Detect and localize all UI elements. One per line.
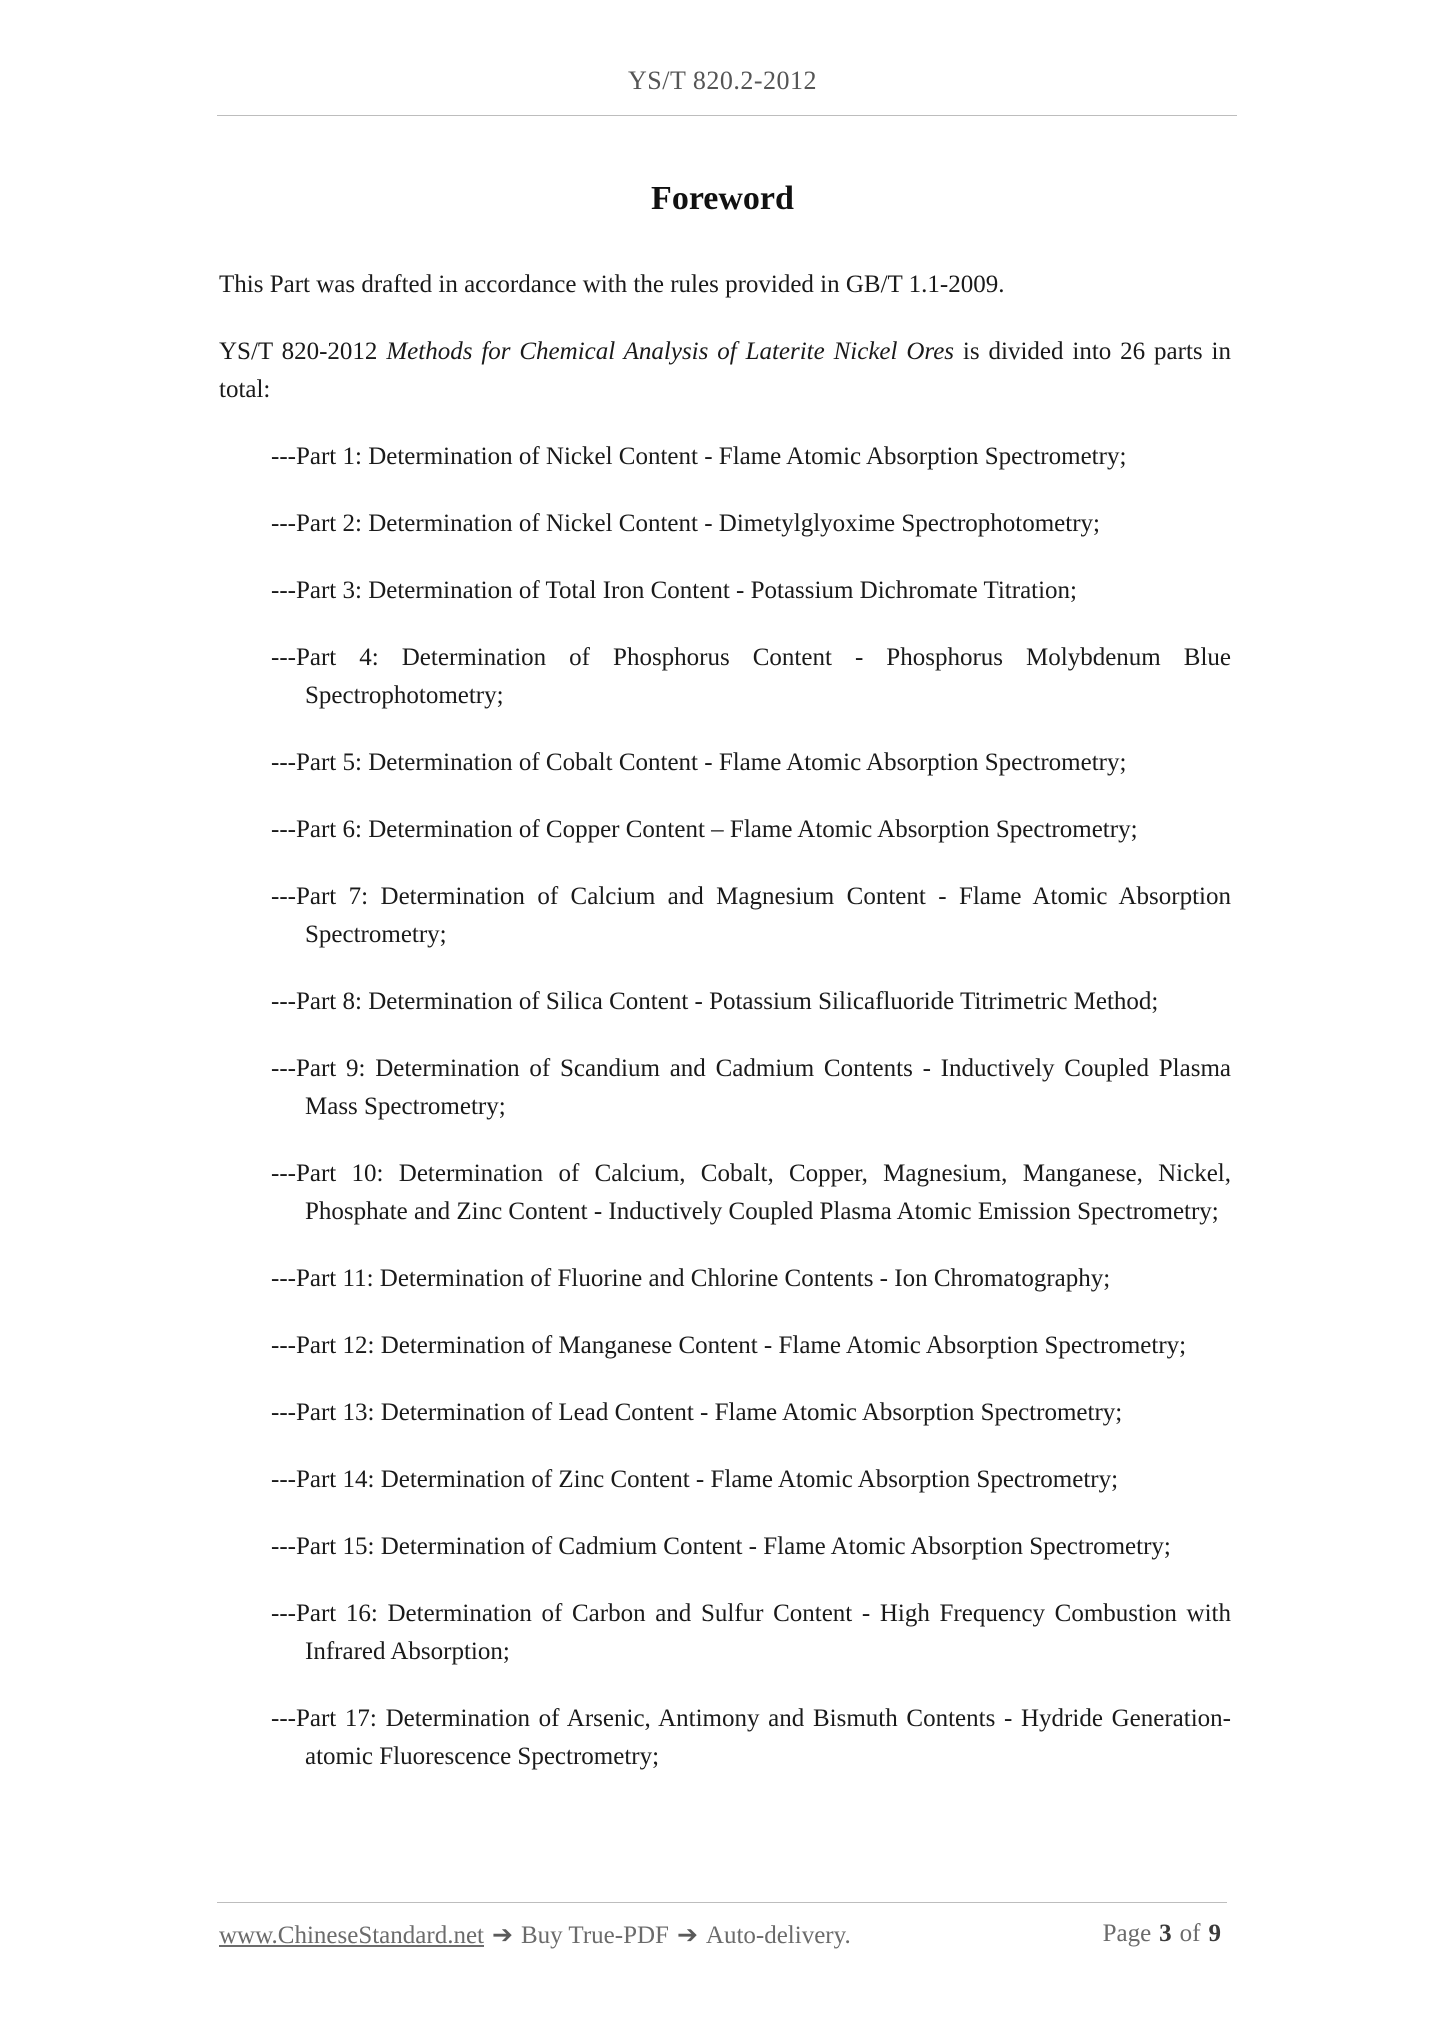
intro-paragraph-2 [219, 333, 1231, 409]
arrow-right-icon: ➔ [676, 1922, 698, 1949]
list-item: ---Part 5: Determination of Cobalt Content - Flame Atomic Absorption Spectrometry; [271, 749, 1127, 776]
current-page-number: 3 [1159, 1920, 1172, 1947]
header-divider [217, 115, 1237, 116]
page-title: Foreword [651, 180, 794, 217]
intro-p2-prefix: YS/T 820-2012 [219, 338, 387, 365]
list-item: ---Part 12: Determination of Manganese Content - Flame Atomic Absorption Spectrometry; [271, 1332, 1187, 1359]
auto-delivery-text: Auto-delivery. [705, 1922, 851, 1949]
page-indicator [1103, 1920, 1229, 1948]
list-item: ---Part 15: Determination of Cadmium Content - Flame Atomic Absorption Spectrometry; [271, 1533, 1171, 1560]
list-item: ---Part 1: Determination of Nickel Content - Flame Atomic Absorption Spectrometry; [271, 443, 1127, 470]
list-item: ---Part 14: Determination of Zinc Content - Flame Atomic Absorption Spectrometry; [271, 1466, 1119, 1493]
page-label: Page [1102, 1920, 1152, 1947]
list-item: ---Part 10: Determination of Calcium, Cobalt, Copper, Magnesium, Manganese, Nickel, Phosphate and Zinc Content - Inductively Coupled Plasma Atomic Emission Spectrometry; [271, 1160, 1231, 1225]
list-item: ---Part 7: Determination of Calcium and Magnesium Content - Flame Atomic Absorption Spectrometry; [271, 883, 1231, 948]
header-doc-id: YS/T 820.2-2012 [627, 66, 818, 95]
list-item: ---Part 8: Determination of Silica Content - Potassium Silicafluoride Titrimetric Method; [271, 988, 1159, 1015]
intro-paragraph-1: This Part was drafted in accordance with the rules provided in GB/T 1.1-2009. [219, 271, 1005, 298]
list-item: ---Part 3: Determination of Total Iron Content - Potassium Dichromate Titration; [271, 577, 1078, 604]
intro-p2-suffix: is divided into 26 parts in total: [219, 338, 1231, 403]
buy-pdf-text: Buy True-PDF [520, 1922, 669, 1949]
list-item: ---Part 2: Determination of Nickel Content - Dimetylglyoxime Spectrophotometry; [271, 510, 1100, 537]
footer-promo [219, 1920, 851, 1950]
intro-p2-title: Methods for Chemical Analysis of Laterite Nickel Ores [386, 338, 955, 365]
parts-list [219, 438, 1231, 1776]
list-item: ---Part 6: Determination of Copper Content – Flame Atomic Absorption Spectrometry; [271, 816, 1138, 843]
list-item: ---Part 9: Determination of Scandium and Cadmium Contents - Inductively Coupled Plasma Mass Spectrometry; [271, 1055, 1231, 1120]
arrow-right-icon: ➔ [492, 1922, 513, 1949]
of-label: of [1179, 1920, 1201, 1947]
list-item: ---Part 11: Determination of Fluorine and Chlorine Contents - Ion Chromatography; [271, 1265, 1111, 1292]
list-item: ---Part 13: Determination of Lead Content - Flame Atomic Absorption Spectrometry; [271, 1399, 1123, 1426]
total-pages-number: 9 [1208, 1920, 1221, 1947]
document-body [219, 266, 1231, 1805]
website-link[interactable]: www.ChineseStandard.net [219, 1922, 484, 1949]
list-item: ---Part 16: Determination of Carbon and Sulfur Content - High Frequency Combustion with Infrared Absorption; [271, 1600, 1231, 1665]
footer-divider [217, 1902, 1227, 1903]
list-item: ---Part 4: Determination of Phosphorus Content - Phosphorus Molybdenum Blue Spectrophotometry; [271, 644, 1231, 709]
list-item: ---Part 17: Determination of Arsenic, Antimony and Bismuth Contents - Hydride Generation-atomic Fluorescence Spectrometry; [271, 1705, 1231, 1770]
